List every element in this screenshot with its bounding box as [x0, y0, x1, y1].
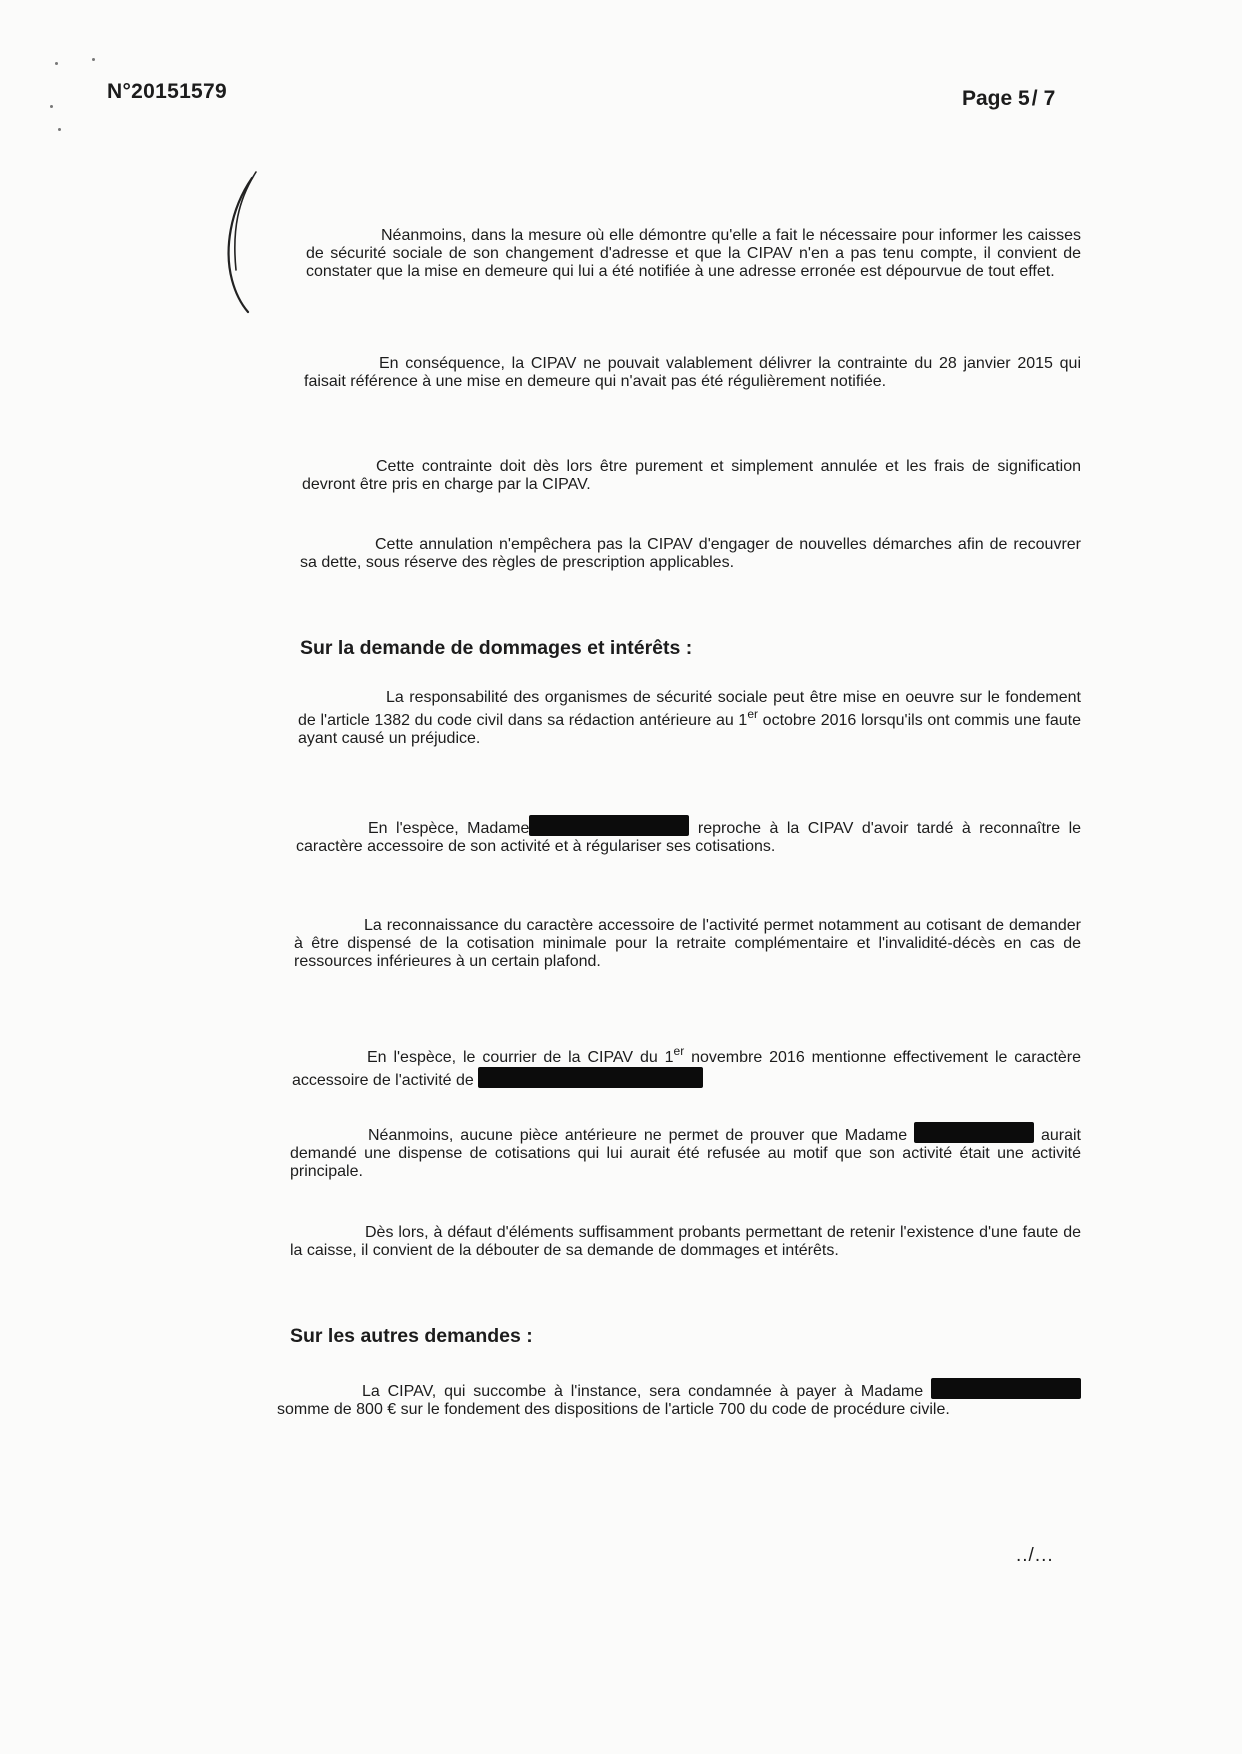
paragraph-consequence: En conséquence, la CIPAV ne pouvait valablement délivrer la contrainte du 28 janvier 2015 qui faisait référence à une mise en demeure qui n'avait pas été régulièrement notifiée.: [304, 355, 1081, 390]
continuation-mark: ../...: [1016, 1545, 1054, 1566]
p11-text-b: somme de 800 € sur le fondement des dispositions de l'article 700 du code de procédure civile.: [277, 1401, 950, 1418]
p8-text-b: novembre 2016 mentionne effectivement le caractère accessoire de l'activité de: [292, 1049, 1081, 1089]
paragraph-reproche: [296, 815, 1081, 856]
paragraph-courrier-cipav: [292, 1044, 1081, 1090]
scan-speck: [92, 58, 95, 61]
p11-text-a: La CIPAV, qui succombe à l'instance, sera condamnée à payer à Madame: [362, 1383, 924, 1400]
redacted-name: [478, 1067, 703, 1088]
p8-text-a: En l'espèce, le courrier de la CIPAV du 1: [367, 1049, 674, 1066]
p6-text-b: reproche à la CIPAV d'avoir tardé à reconnaître le caractère accessoire de son activité et à régulariser ses cotisations.: [296, 820, 1082, 855]
p8-superscript: er: [673, 1044, 685, 1058]
paragraph-article-700: [277, 1378, 1081, 1419]
redacted-name: [931, 1378, 1081, 1399]
p9-text-a: Néanmoins, aucune pièce antérieure ne permet de prouver que Madame: [368, 1127, 908, 1144]
paragraph-aucune-piece: [290, 1122, 1081, 1181]
page-label: Page 5: [962, 87, 1030, 110]
page-total: 7: [1043, 87, 1056, 110]
redacted-name: [529, 815, 689, 836]
handwritten-bracket-mark: [222, 170, 262, 320]
paragraph-reconnaissance: La reconnaissance du caractère accessoire de l'activité permet notamment au cotisant de demander à être dispensé de la cotisation minimale pour la retraite complémentaire et l'invalidité-décès en cas de ressources inférieures à un certain plafond.: [294, 917, 1081, 970]
p5-text-b: octobre 2016 lorsqu'ils ont commis une faute ayant causé un préjudice.: [298, 712, 1082, 747]
paragraph-nouvelles-demarches: Cette annulation n'empêchera pas la CIPAV d'engager de nouvelles démarches afin de recouvrer sa dette, sous réserve des règles de prescription applicables.: [300, 536, 1081, 571]
paragraph-annulation-contrainte: Cette contrainte doit dès lors être purement et simplement annulée et les frais de signification devront être pris en charge par la CIPAV.: [302, 458, 1081, 493]
page-indicator: [962, 87, 1055, 111]
scan-speck: [58, 128, 61, 131]
redacted-name: [914, 1122, 1034, 1143]
heading-dommages-interets: Sur la demande de dommages et intérêts :: [300, 637, 693, 659]
p6-text-a: En l'espèce, Madame: [368, 820, 530, 837]
paragraph-debouter: Dès lors, à défaut d'éléments suffisamment probants permettant de retenir l'existence d'une faute de la caisse, il convient de la débouter de sa demande de dommages et intérêts.: [290, 1224, 1081, 1259]
p5-superscript: er: [747, 707, 758, 721]
paragraph-changement-adresse: Néanmoins, dans la mesure où elle démontre qu'elle a fait le nécessaire pour informer les caisses de sécurité sociale de son changement d'adresse et que la CIPAV n'en a pas tenu compte, il convient de constater que la mise en demeure qui lui a été notifiée à une adresse erronée est dépourvue de tout effet.: [306, 227, 1081, 280]
paragraph-responsabilite: [298, 689, 1081, 748]
scan-speck: [50, 105, 53, 108]
scan-speck: [55, 62, 58, 65]
page-separator: /: [1031, 87, 1038, 110]
p5-text-a: La responsabilité des organismes de sécurité sociale peut être mise en oeuvre sur le fondement de l'article 1382 du code civil dans sa rédaction antérieure au 1: [298, 689, 1081, 729]
p9-text-b: aurait demandé une dispense de cotisations qui lui aurait été refusée au motif que son activité était une activité principale.: [290, 1127, 1081, 1180]
heading-autres-demandes: Sur les autres demandes :: [290, 1325, 533, 1347]
document-number: N°20151579: [107, 80, 227, 103]
